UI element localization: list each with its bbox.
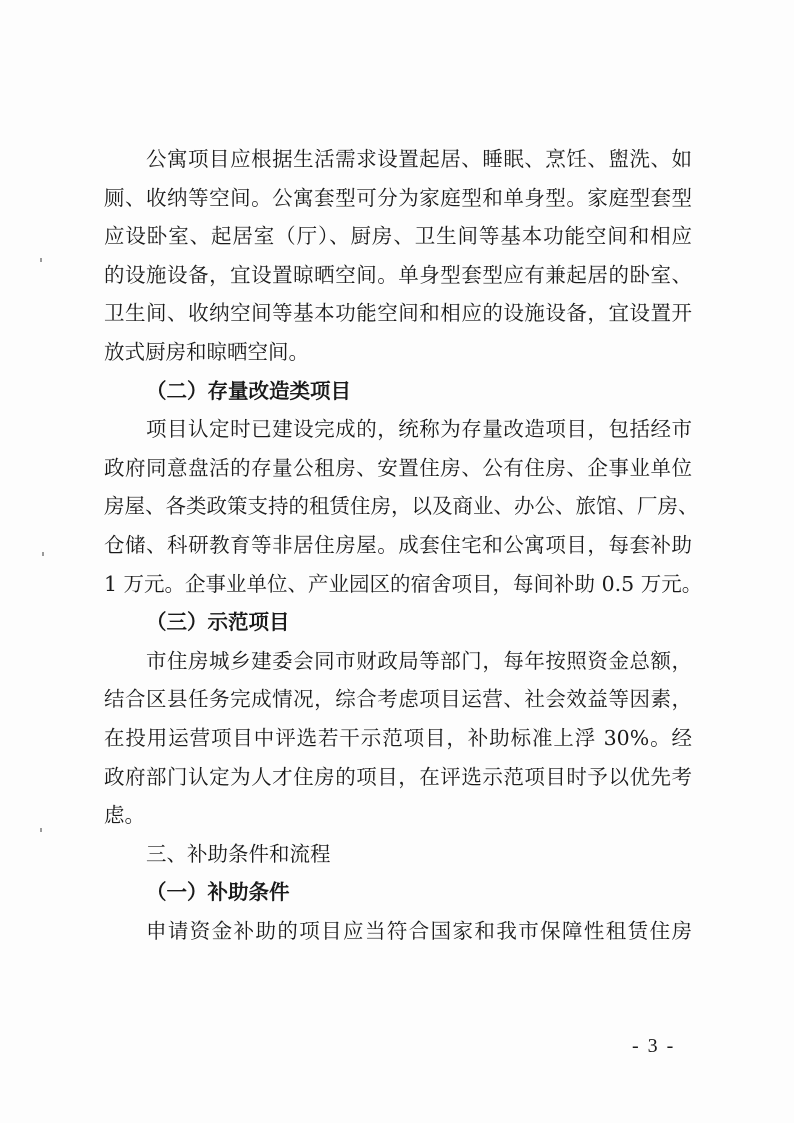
paragraph-line: 的设施设备，宜设置晾晒空间。单身型套型应有兼起居的卧室、 xyxy=(104,262,692,287)
paragraph-line: 放式厨房和晾晒空间。 xyxy=(104,339,309,364)
paragraph-line: 房屋、各类政策支持的租赁住房，以及商业、办公、旅馆、厂房、 xyxy=(104,494,699,519)
paragraph-line: 仓储、科研教育等非居住房屋。成套住宅和公寓项目，每套补助 xyxy=(104,532,692,557)
paragraph-line: 卫生间、收纳空间等基本功能空间和相应的设施设备，宜设置开 xyxy=(104,301,692,326)
paragraph-line: 结合区县任务完成情况，综合考虑项目运营、社会效益等因素， xyxy=(104,687,692,712)
body-text xyxy=(104,140,703,950)
paragraph-line: 厕、收纳等空间。公寓套型可分为家庭型和单身型。家庭型套型 xyxy=(104,185,692,210)
paragraph-line: 应设卧室、起居室（厅）、厨房、卫生间等基本功能空间和相应 xyxy=(104,224,692,249)
paragraph-line: 1 万元。企事业单位、产业园区的宿舍项目，每间补助 0.5 万元。 xyxy=(104,571,703,596)
scan-speck xyxy=(40,258,42,262)
paragraph-line: 在投用运营项目中评选若干示范项目，补助标准上浮 30%。经 xyxy=(104,725,692,750)
section-heading: （一）补助条件 xyxy=(146,880,290,905)
page-number: - 3 - xyxy=(632,1035,676,1057)
scan-speck xyxy=(40,828,42,832)
scan-speck xyxy=(42,552,44,556)
paragraph-line: 申请资金补助的项目应当符合国家和我市保障性租赁住房 xyxy=(146,918,692,943)
paragraph-line: 公寓项目应根据生活需求设置起居、睡眠、烹饪、盥洗、如 xyxy=(146,147,692,171)
chapter-heading: 三、补助条件和流程 xyxy=(146,841,331,866)
section-heading: （二）存量改造类项目 xyxy=(146,378,351,403)
paragraph-line: 项目认定时已建设完成的，统称为存量改造项目，包括经市 xyxy=(146,417,692,442)
section-heading: （三）示范项目 xyxy=(146,610,290,635)
paragraph-line: 政府同意盘活的存量公租房、安置住房、公有住房、企事业单位 xyxy=(104,455,692,480)
paragraph-line: 虑。 xyxy=(104,803,145,828)
paragraph-line: 市住房城乡建委会同市财政局等部门，每年按照资金总额， xyxy=(146,648,692,673)
paragraph-line: 政府部门认定为人才住房的项目，在评选示范项目时予以优先考 xyxy=(104,764,692,789)
